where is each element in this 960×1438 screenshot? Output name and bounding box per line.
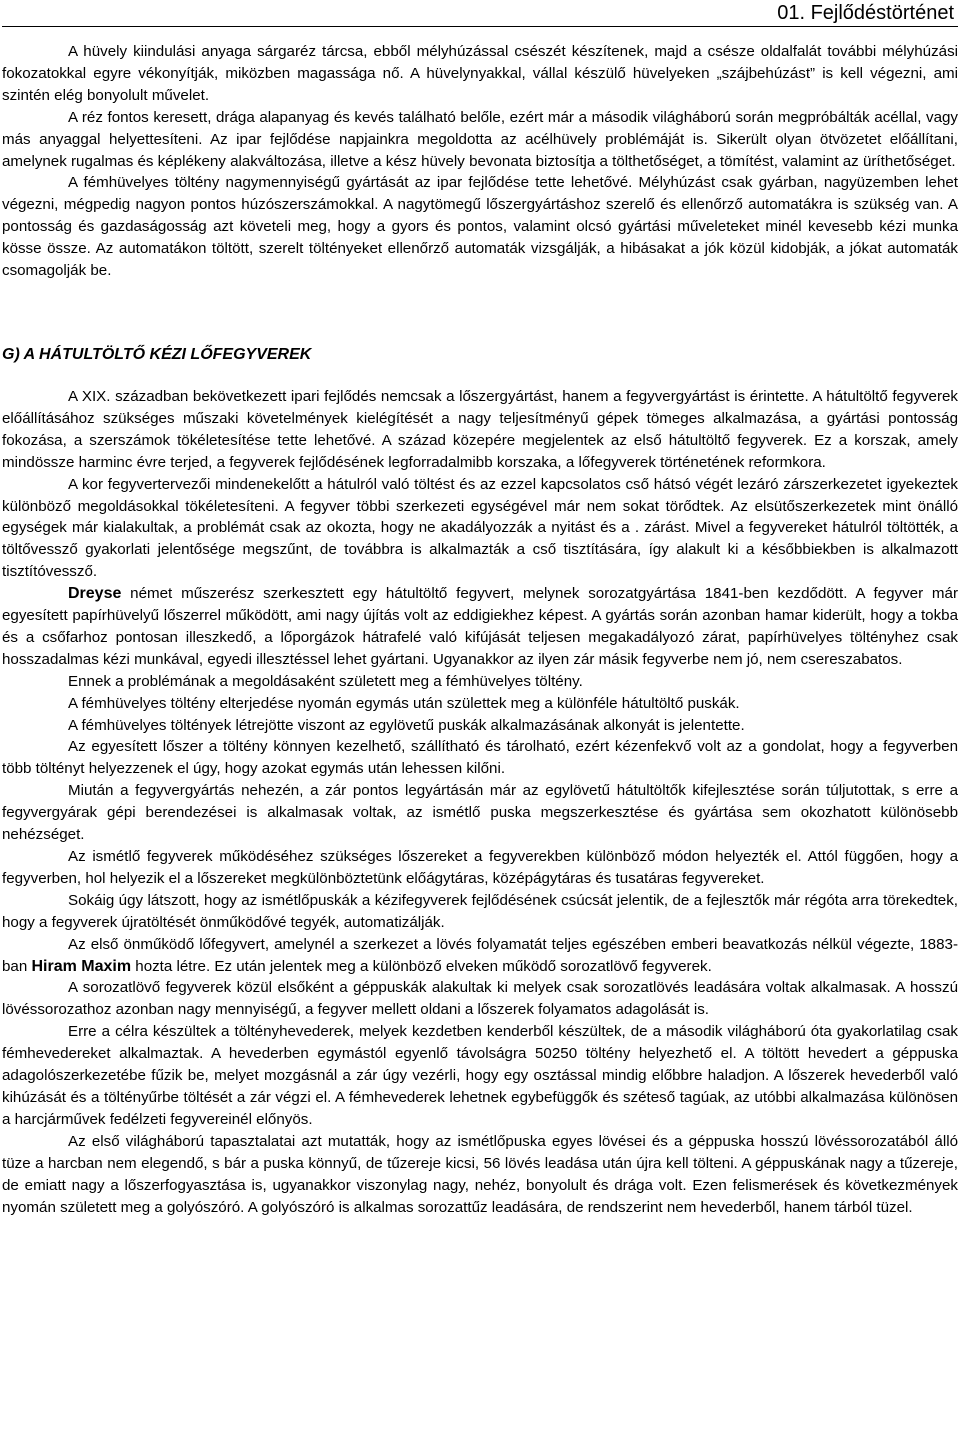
- section-cartridge-manufacturing: [2, 41, 958, 282]
- paragraph: Az első világháború tapasztalatai azt mutatták, hogy az ismétlőpuska egyes lövései és a géppuska hosszú lövéssorozatából álló tüze a harcban nem elegendő, s bár a puska könnyű, de tűzereje kicsi, 56 lövés leadása után újra kell tölteni. A géppuskának nagy a tűzereje, de emiatt nagy a lőszerfogyasztása is, ugyanakkor viszonylag nagy, nehéz, bonyolult és drága volt. Ezen felismerések és következmények nyomán született meg a golyószóró. A golyószóró is alkalmas sorozattűz leadására, de rendszerint nem hevederből, hanem tárból tüzel.: [2, 1132, 958, 1216]
- paragraph-text: német műszerész szerkesztett egy hátultöltő fegyvert, melynek sorozatgyártása 1841-ben kezdődött. A fegyver már egyesített papírhüvelyű lőszerrel működött, ami nagy újítás volt az eddigiekhez képest. A gyártás során azonban hamar kiderült, hogy a tokba és a csőfarhoz pontosan illeszkedő, a lőporgázok hátrafelé való kifújását teljesen megakadályozó zárat, papírhüvelyes töltényhez csak hosszadalmas kézi munkával, egyedi illesztéssel lehet gyártani. Ugyanakkor az ilyen zár másik fegyverbe nem jó, nem csereszabatos.: [2, 585, 958, 668]
- paragraph: Sokáig úgy látszott, hogy az ismétlőpuskák a kézifegyverek fejlődésének csúcsát jelentik, de a fejlesztők már régóta arra törekedtek, hogy a fegyverek újratöltését önműködővé tegyék, automatizálják.: [2, 891, 958, 931]
- running-header: [2, 0, 958, 27]
- paragraph: A hüvely kiindulási anyaga sárgaréz tárcsa, ebből mélyhúzással csészét készítenek, majd a csésze oldalfalát további mélyhúzási fokozatokkal egyre vékonyítják, miközben magassága nő. A hüvelynyakkal, vállal készülő hüvelyeken „szájbehúzást” is kell végezni, ami szintén elég bonyolult művelet.: [2, 43, 958, 104]
- paragraph: A fémhüvelyes töltények létrejötte viszont az egylövetű puskák alkalmazásának alkonyát is jelentette.: [68, 716, 745, 734]
- paragraph-maxim: [2, 934, 958, 978]
- paragraph: A sorozatlövő fegyverek közül elsőként a géppuskák alakultak ki melyek csak sorozatlövés leadására voltak alkalmasak. A hosszú lövéssorozathoz azonban nagy mennyiségű, a fegyver mellett oldani a lőszerek folyamatos adagolását is.: [2, 979, 958, 1019]
- paragraph-text: Az első önműködő lőfegyvert, amelynél a szerkezet a lövés folyamatát teljes egészében emberi beavatkozás nélkül végezte, 1883-ban: [2, 935, 958, 975]
- paragraph: Erre a célra készültek a töltényhevederek, melyek kezdetben kenderből készültek, de a második világháború óta gyakorlatilag csak fémhevedereket alkalmaztak. A hevederben egymástól egyenlő távolságra 50250 töltény helyezhető el. A töltött hevedert a géppuska adagolószerkezetébe fűzik be, melyet mozgásnál a zár úgy vezérli, hogy egy osztással mindig előbbre haladjon. A lőszerek hevederből való kihúzását és a töltényűrbe töltését a zár végzi el. A fémhevederek lehetnek egybefüggők és széteső tagúak, az utóbbi alkalmazása különösen a harcjárművek fedélzeti fegyvereinél előnyös.: [2, 1023, 958, 1128]
- section-breechloading-firearms: [2, 386, 958, 1218]
- paragraph: Az ismétlő fegyverek működéséhez szükséges lőszereket a fegyverekben különböző módon helyezték el. Attól függően, hogy a fegyverben, hol helyezik el a lőszereket megkülönböztetünk előágytáras, középágytáras és tusatáras fegyvereket.: [2, 848, 958, 887]
- document-page: [2, 0, 958, 1438]
- paragraph: Az egyesített lőszer a töltény könnyen kezelhető, szállítható és tárolható, ezért kézenfekvő volt az a gondolat, hogy a fegyverben több töltényt helyezzenek el úgy, hogy azokat egymás után lehessen kilőni.: [2, 738, 958, 778]
- section-heading: G) A HÁTULTÖLTŐ KÉZI LŐFEGYVEREK: [2, 345, 312, 363]
- paragraph: Ennek a problémának a megoldásaként született meg a fémhüvelyes töltény.: [68, 672, 583, 690]
- paragraph: A fémhüvelyes töltény elterjedése nyomán egymás után születtek meg a különféle hátultöltő puskák.: [68, 694, 740, 712]
- paragraph: A réz fontos keresett, drága alapanyag és kevés található belőle, ezért már a második világháború során megpróbálták acéllal, vagy más anyaggal helyettesíteni. Az ipar fejlődése napjainkra megoldotta az acélhüvely problémáját is. Sikerült olyan ötvözetet előállítani, amelynek rugalmas és képlékeny alakváltozása, illetve a kész hüvely bevonata biztosítja a tölthetőséget, a tömítést, valamint az üríthetőséget.: [2, 108, 958, 170]
- paragraph-dreyse: [2, 583, 958, 671]
- paragraph: A XIX. században bekövetkezett ipari fejlődés nemcsak a lőszergyártást, hanem a fegyvergyártást is érintette. A hátultöltő fegyverek előállításához szükséges műszaki követelmények kielégítését a nagy teljesítményű gépek tömeges alkalmazása, a gyártási pontosság fokozása, a szerszámok tökéletesítése tette lehetővé. A század közepére megjelentek az első hátultöltő fegyverek. Ez a korszak, amely mindössze harminc évre terjed, a fegyverek fejlődésének legforradalmibb korszaka, a lőfegyverek történetének reformkora.: [2, 387, 958, 471]
- name-dreyse: Dreyse: [68, 585, 122, 603]
- paragraph: A kor fegyvertervezői mindenekelőtt a hátulról való töltést és az ezzel kapcsolatos cső hátsó végét lezáró zárszerkezetet igyekeztek különböző megoldásokkal tökéletesíteni. A fegyver többi szerkezeti egységével már nem sokat törődtek. Az elsütőszerkezetek mint önálló egységek már kialakultak, a problémát csak az okozta, hogy ne akadályozzák a nyitást és a . zárást. Mivel a fegyvereket hátulról töltötték, a töltővessző gyakorlati jelentősége megszűnt, de továbbra is alkalmazták a cső tisztítására, így alakult ki a későbbiekben is alkalmazott tisztítóvessző.: [2, 475, 958, 581]
- name-hiram-maxim: Hiram Maxim: [31, 957, 132, 975]
- paragraph-text: hozta létre. Ez után jelentek meg a különböző elveken működő sorozatlövő fegyverek.: [131, 957, 712, 975]
- paragraph: A fémhüvelyes töltény nagymennyiségű gyártását az ipar fejlődése tette lehetővé. Mélyhúzást csak gyárban, nagyüzemben lehet végezni, mégpedig nagyon pontos húzószerszámokkal. A nagytömegű lőszergyártáshoz szerelő és ellenőrző automatákra is szükség van. A pontosság és gazdaságosság azt követeli meg, hogy a gyors és pontos, valamint olcsó gyártási műveleteket minél kevesebb kézi munka kösse össze. Az automatákon töltött, szerelt töltényeket ellenőrző automaták vizsgálják, a hibásakat a jók közül kidobják, a jókat automaták csomagolják be.: [2, 174, 958, 280]
- chapter-title: 01. Fejlődéstörténet: [777, 2, 954, 24]
- paragraph: Miután a fegyvergyártás nehezén, a zár pontos legyártásán már az egylövetű hátultöltők kifejlesztése során túljutottak, s erre a fegyvergyárak gépi berendezései is alkalmasak voltak, az ismétlő puska megszerkesztése és gyártása sem okozhatott különösebb nehézséget.: [2, 782, 958, 844]
